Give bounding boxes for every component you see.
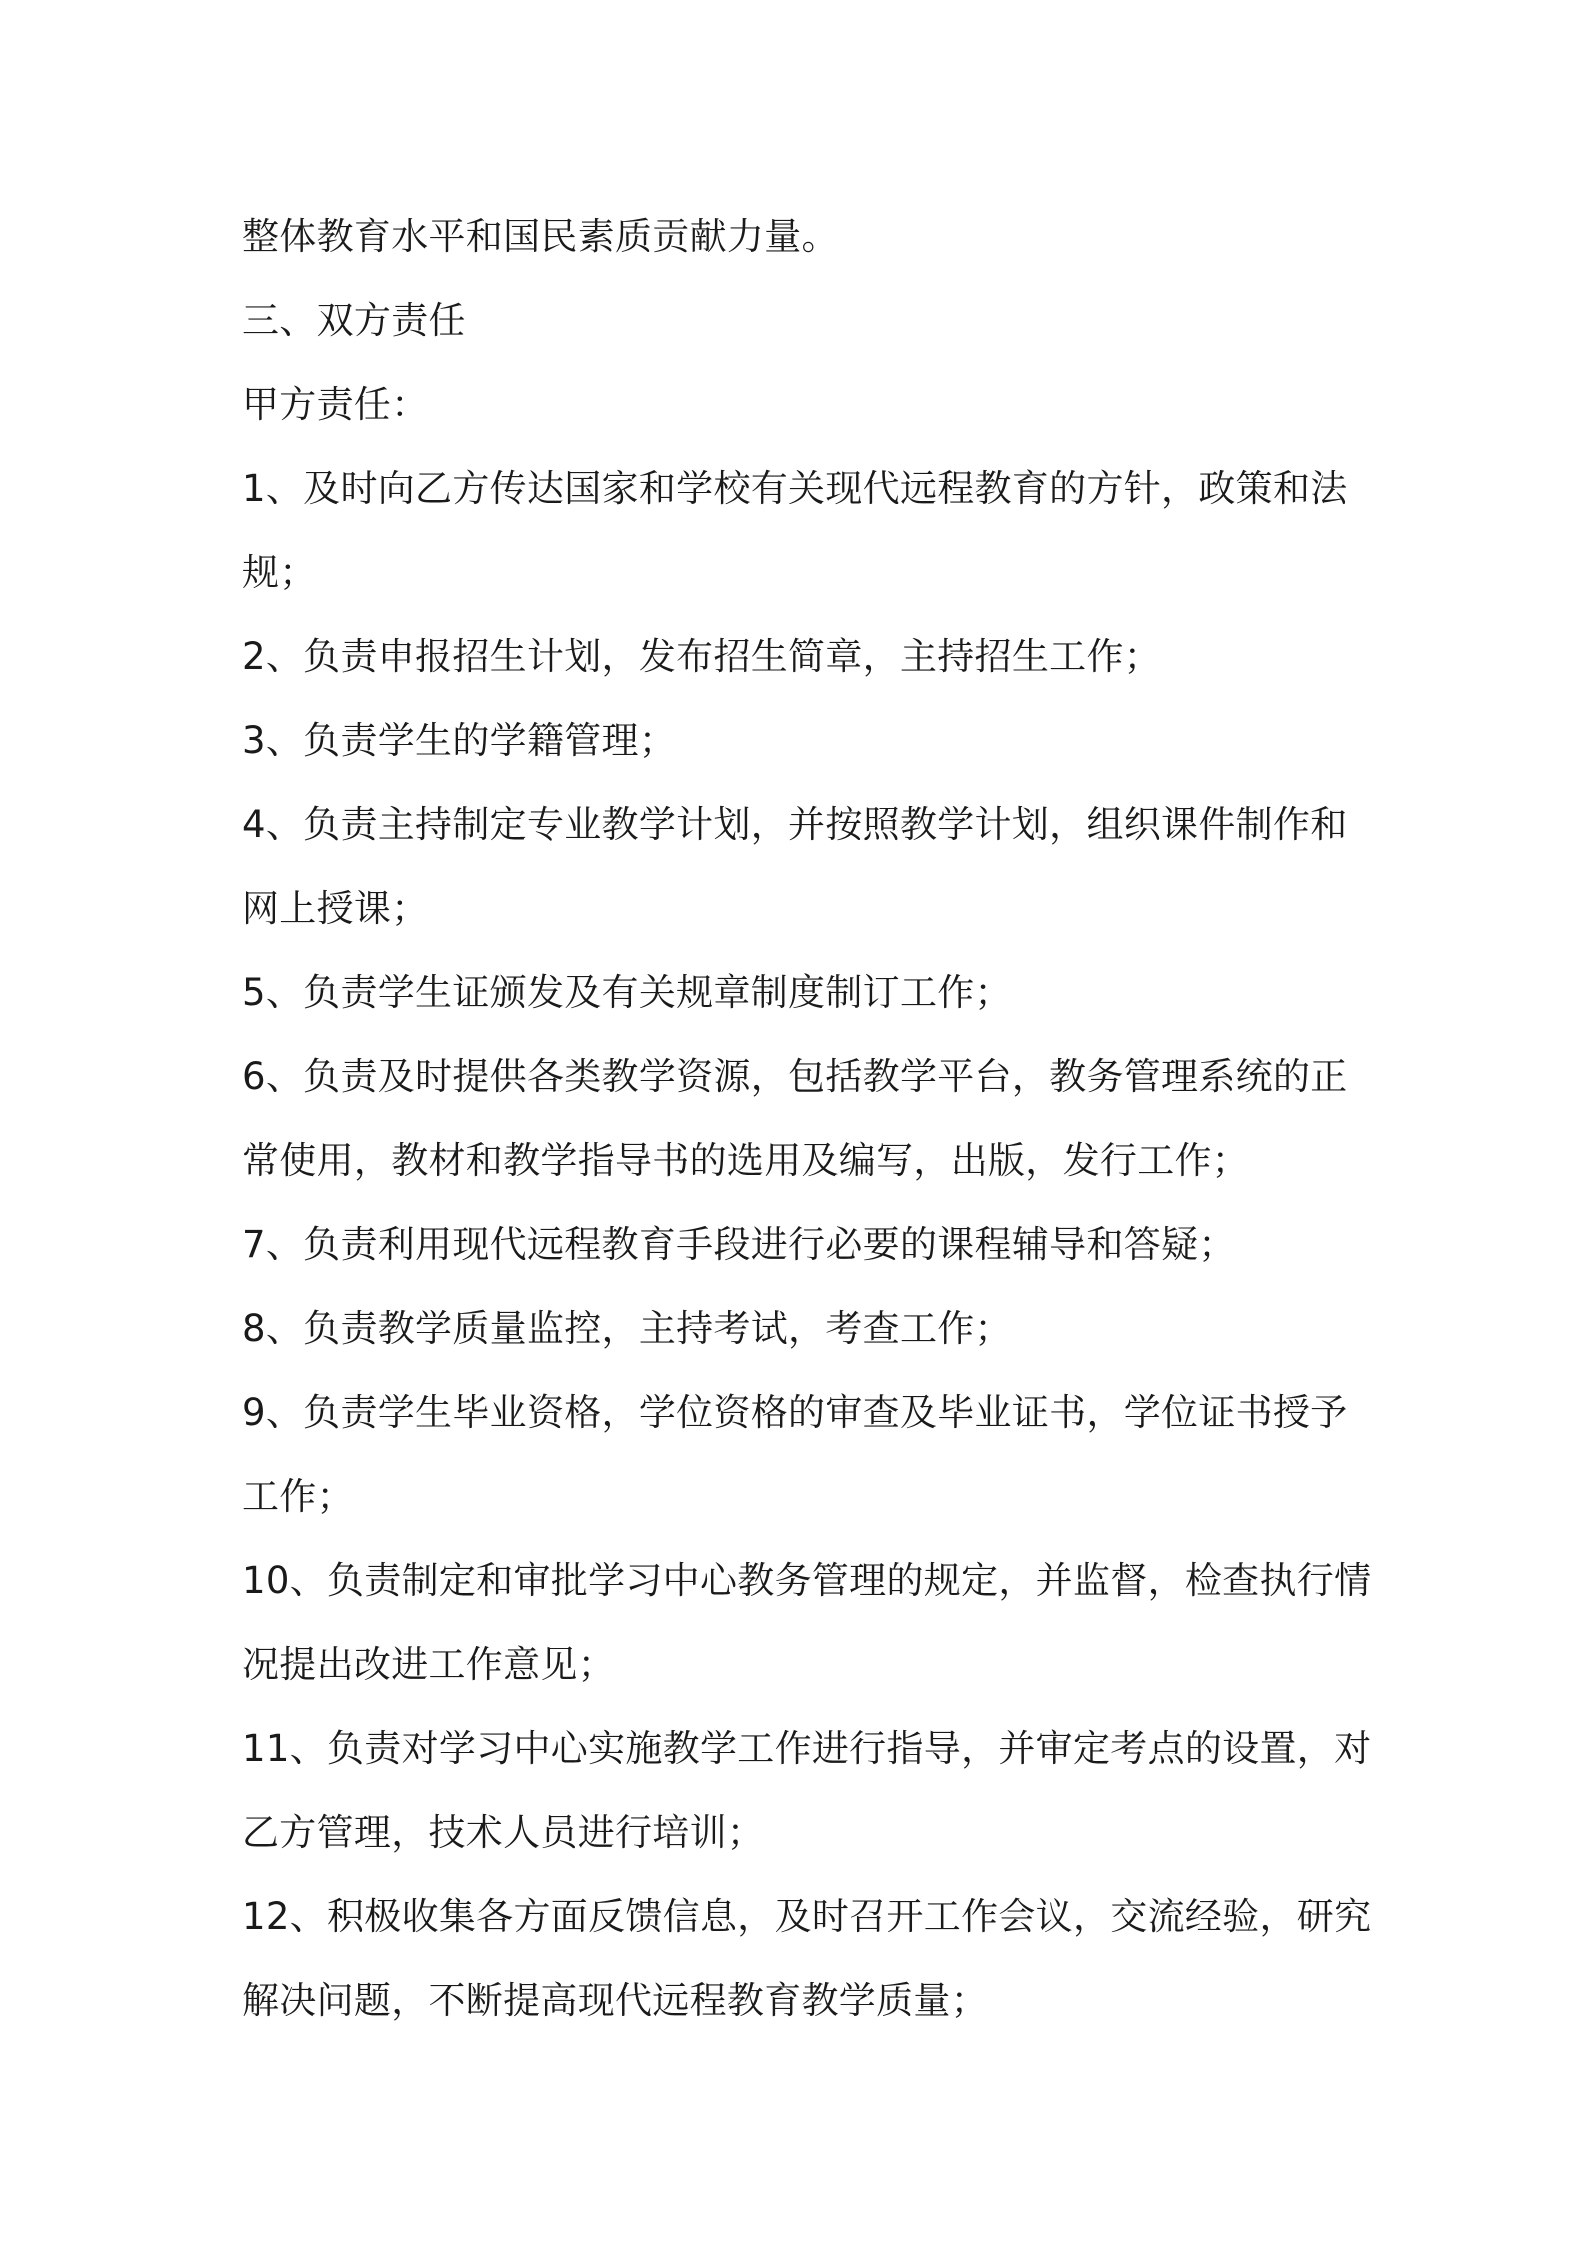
list-item-11-line-2: 乙方管理，技术人员进行培训； bbox=[242, 1811, 765, 1854]
list-item-9-line-1: 9、负责学生毕业资格，学位资格的审查及毕业证书，学位证书授予 bbox=[242, 1391, 1348, 1434]
list-item-2: 2、负责申报招生计划，发布招生简章，主持招生工作； bbox=[242, 635, 1162, 678]
text-line-continuation: 整体教育水平和国民素质贡献力量。 bbox=[242, 215, 839, 258]
list-item-8: 8、负责教学质量监控，主持考试，考查工作； bbox=[242, 1307, 1012, 1350]
list-item-1-line-2: 规； bbox=[242, 551, 317, 594]
list-item-5: 5、负责学生证颁发及有关规章制度制订工作； bbox=[242, 971, 1012, 1014]
list-item-12-line-2: 解决问题，不断提高现代远程教育教学质量； bbox=[242, 1979, 988, 2022]
list-item-7: 7、负责利用现代远程教育手段进行必要的课程辅导和答疑； bbox=[242, 1223, 1236, 1266]
list-item-10-line-1: 10、负责制定和审批学习中心教务管理的规定，并监督，检查执行情 bbox=[242, 1559, 1372, 1602]
list-item-10-line-2: 况提出改进工作意见； bbox=[242, 1643, 615, 1686]
list-item-11-line-1: 11、负责对学习中心实施教学工作进行指导，并审定考点的设置，对 bbox=[242, 1727, 1372, 1770]
list-item-9-line-2: 工作； bbox=[242, 1475, 354, 1518]
list-item-4-line-1: 4、负责主持制定专业教学计划，并按照教学计划，组织课件制作和 bbox=[242, 803, 1348, 846]
document-body bbox=[242, 195, 1372, 2043]
list-item-3: 3、负责学生的学籍管理； bbox=[242, 719, 677, 762]
list-item-6-line-2: 常使用，教材和教学指导书的选用及编写，出版，发行工作； bbox=[242, 1139, 1250, 1182]
list-item-12-line-1: 12、积极收集各方面反馈信息，及时召开工作会议，交流经验，研究 bbox=[242, 1895, 1372, 1938]
subsection-heading: 甲方责任： bbox=[242, 383, 429, 426]
section-heading: 三、双方责任 bbox=[242, 299, 466, 342]
list-item-6-line-1: 6、负责及时提供各类教学资源，包括教学平台，教务管理系统的正 bbox=[242, 1055, 1348, 1098]
list-item-1-line-1: 1、及时向乙方传达国家和学校有关现代远程教育的方针，政策和法 bbox=[242, 467, 1348, 510]
list-item-4-line-2: 网上授课； bbox=[242, 887, 429, 930]
